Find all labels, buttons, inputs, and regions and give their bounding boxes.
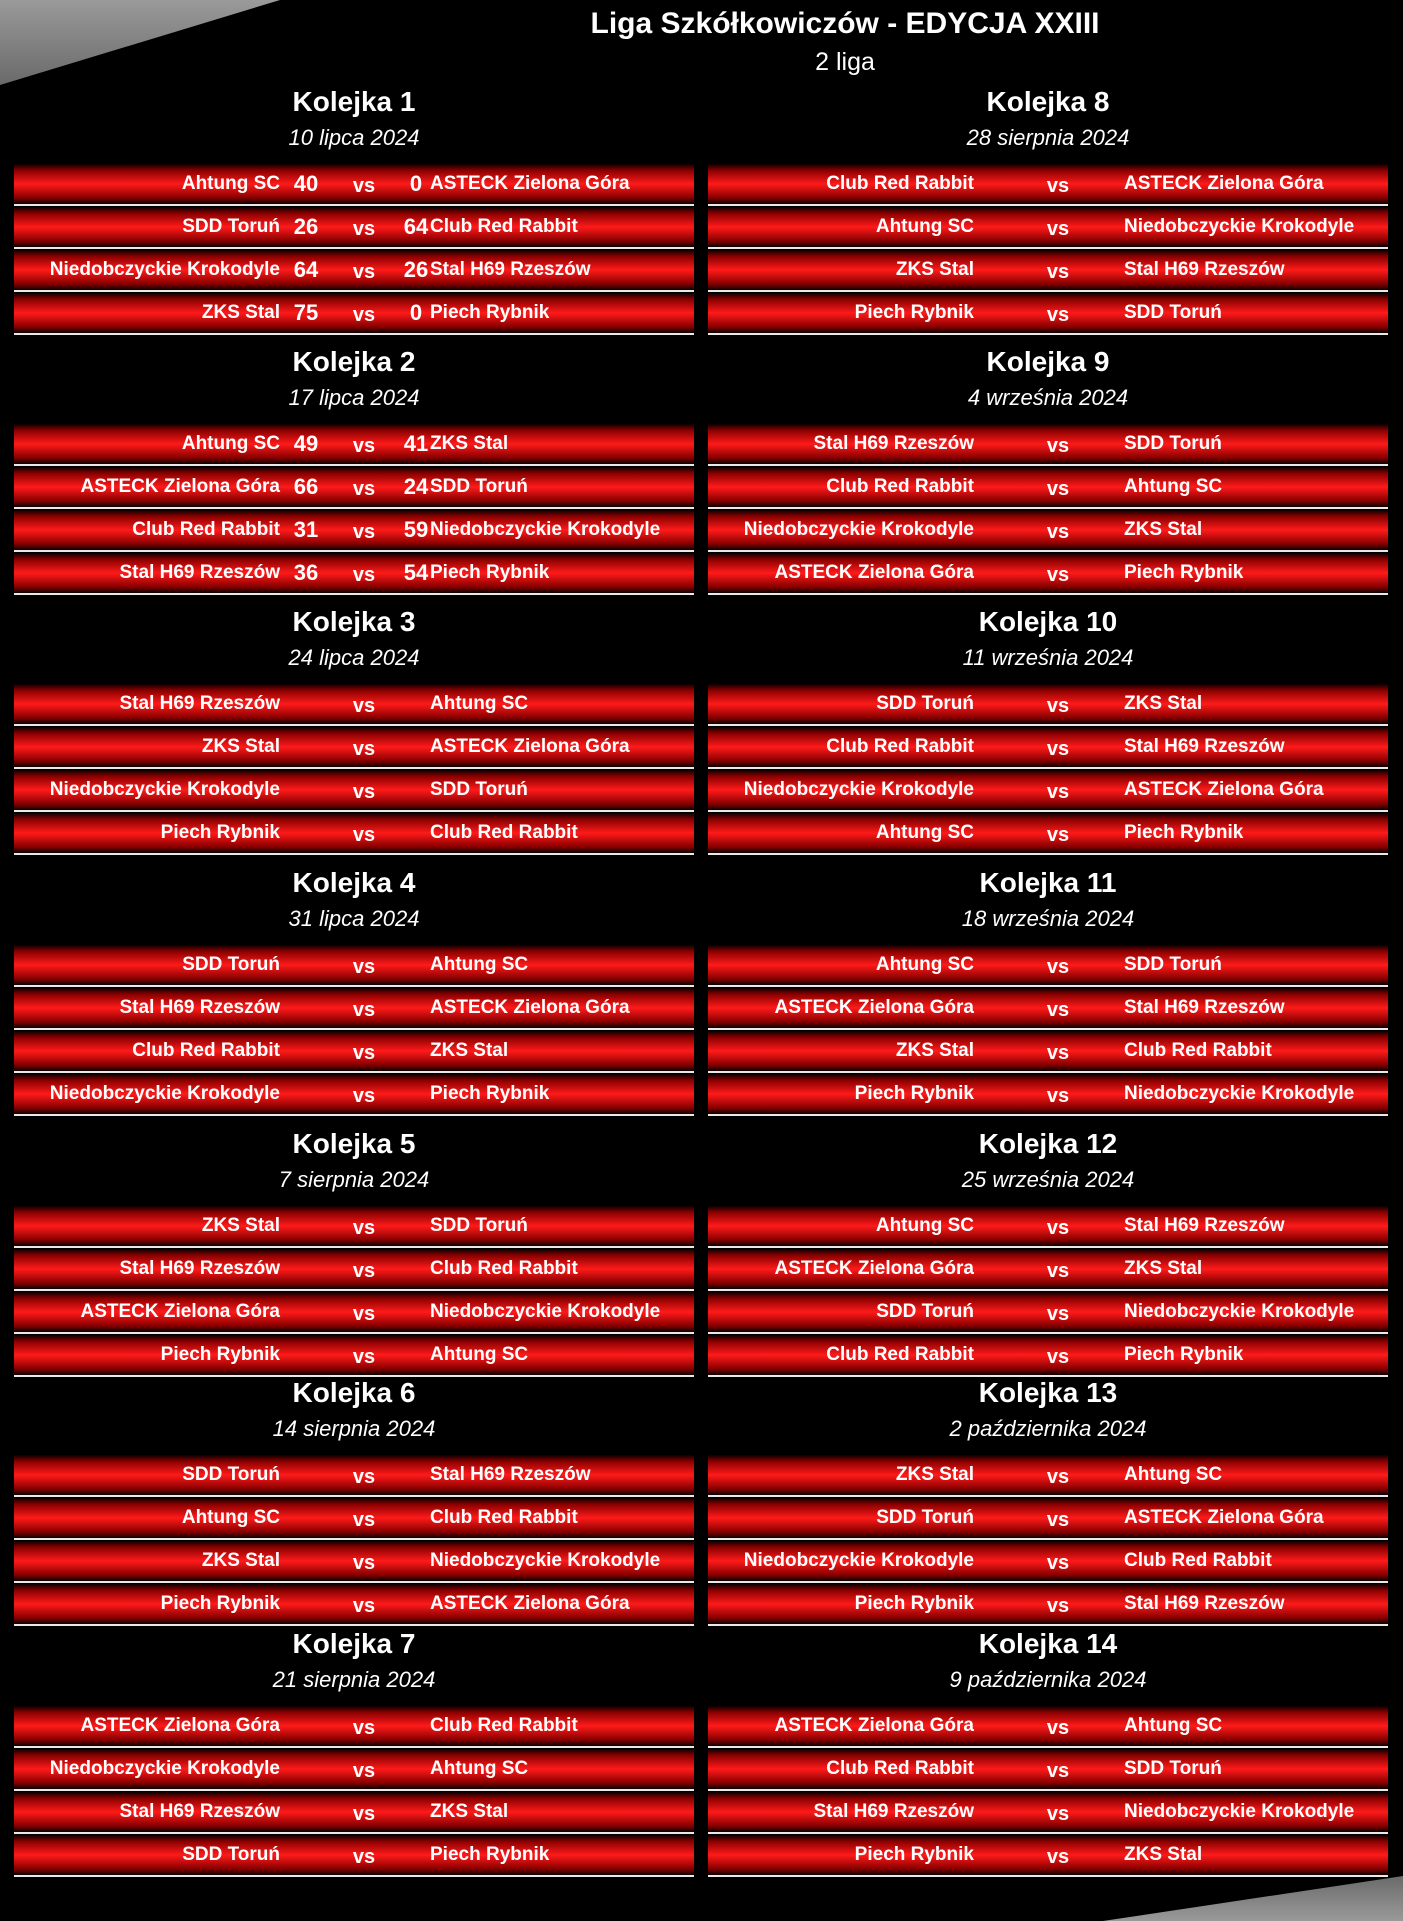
home-team: Piech Rybnik [854, 1083, 974, 1104]
vs-label: vs [352, 999, 376, 1021]
match-row [14, 207, 694, 249]
vs-label: vs [1046, 304, 1070, 326]
match-row [708, 164, 1388, 206]
vs-label: vs [1046, 695, 1070, 717]
vs-label: vs [352, 1760, 376, 1782]
round-title: Kolejka 12 [978, 1128, 1118, 1159]
match-row [14, 1292, 694, 1334]
away-team: Stal H69 Rzeszów [430, 259, 591, 280]
away-team: Ahtung SC [430, 693, 529, 714]
vs-label: vs [1046, 261, 1070, 283]
match-row [14, 553, 694, 595]
match-row [14, 1031, 694, 1073]
round-date: 28 sierpnia 2024 [966, 125, 1130, 150]
away-score: 0 [409, 171, 423, 196]
match-row [708, 945, 1388, 987]
round-title: Kolejka 2 [292, 346, 416, 377]
away-team: ZKS Stal [430, 433, 509, 454]
away-score: 0 [409, 300, 423, 325]
home-team: Piech Rybnik [160, 822, 280, 843]
corner-decoration-bottom-right [1103, 1876, 1403, 1921]
away-team: Niedobczyckie Krokodyle [430, 1550, 661, 1571]
vs-label: vs [352, 1595, 376, 1617]
away-team: ASTECK Zielona Góra [430, 997, 630, 1018]
match-row [708, 1749, 1388, 1791]
match-row [14, 164, 694, 206]
vs-label: vs [1046, 1042, 1070, 1064]
match-row [708, 207, 1388, 249]
match-row [708, 1249, 1388, 1291]
home-team: Piech Rybnik [160, 1344, 280, 1365]
home-team: Ahtung SC [875, 954, 974, 975]
away-team: Ahtung SC [430, 1758, 529, 1779]
home-team: Stal H69 Rzeszów [119, 562, 280, 583]
home-team: Niedobczyckie Krokodyle [743, 1550, 974, 1571]
away-team: Ahtung SC [1124, 1715, 1223, 1736]
home-team: Niedobczyckie Krokodyle [49, 1083, 280, 1104]
home-team: Club Red Rabbit [826, 1344, 974, 1365]
home-score: 36 [293, 560, 319, 585]
vs-label: vs [1046, 781, 1070, 803]
round-title: Kolejka 11 [979, 867, 1117, 898]
vs-label: vs [352, 695, 376, 717]
away-team: ASTECK Zielona Góra [1124, 1507, 1324, 1528]
round-date: 18 września 2024 [961, 906, 1135, 931]
round-title: Kolejka 10 [978, 606, 1118, 637]
match-row [708, 684, 1388, 726]
page-title: Liga Szkółkowiczów - EDYCJA XXIII [590, 7, 1100, 40]
away-team: ASTECK Zielona Góra [1124, 173, 1324, 194]
away-team: Niedobczyckie Krokodyle [1124, 216, 1355, 237]
home-team: Ahtung SC [181, 1507, 280, 1528]
vs-label: vs [352, 1260, 376, 1282]
home-team: SDD Toruń [876, 1301, 974, 1322]
vs-label: vs [1046, 478, 1070, 500]
away-score: 41 [403, 431, 429, 456]
vs-label: vs [352, 304, 376, 326]
match-row [14, 1541, 694, 1583]
vs-label: vs [352, 1346, 376, 1368]
home-team: Club Red Rabbit [132, 1040, 280, 1061]
match-row [14, 770, 694, 812]
match-row [708, 510, 1388, 552]
vs-label: vs [352, 218, 376, 240]
match-row [14, 988, 694, 1030]
vs-label: vs [352, 175, 376, 197]
away-team: Club Red Rabbit [430, 1258, 578, 1279]
away-team: Piech Rybnik [1124, 562, 1244, 583]
vs-label: vs [1046, 1303, 1070, 1325]
vs-label: vs [352, 521, 376, 543]
match-row [708, 1031, 1388, 1073]
match-row [708, 813, 1388, 855]
match-row [708, 1835, 1388, 1877]
match-row [708, 1206, 1388, 1248]
away-team: ZKS Stal [430, 1040, 509, 1061]
away-team: Niedobczyckie Krokodyle [1124, 1301, 1355, 1322]
home-team: Ahtung SC [875, 216, 974, 237]
home-team: ZKS Stal [895, 1464, 974, 1485]
home-team: SDD Toruń [182, 216, 280, 237]
vs-label: vs [352, 1466, 376, 1488]
home-team: Stal H69 Rzeszów [119, 693, 280, 714]
round-date: 4 września 2024 [967, 385, 1129, 410]
vs-label: vs [1046, 175, 1070, 197]
away-team: Ahtung SC [1124, 1464, 1223, 1485]
vs-label: vs [1046, 1217, 1070, 1239]
home-team: ASTECK Zielona Góra [774, 997, 974, 1018]
vs-label: vs [1046, 1260, 1070, 1282]
away-team: Club Red Rabbit [430, 1507, 578, 1528]
match-row [14, 250, 694, 292]
round-date: 24 lipca 2024 [288, 645, 420, 670]
away-team: ASTECK Zielona Góra [430, 1593, 630, 1614]
match-row [14, 1706, 694, 1748]
vs-label: vs [1046, 1717, 1070, 1739]
away-team: Niedobczyckie Krokodyle [430, 519, 661, 540]
away-team: Stal H69 Rzeszów [430, 1464, 591, 1485]
vs-label: vs [1046, 435, 1070, 457]
home-team: ASTECK Zielona Góra [80, 476, 280, 497]
vs-label: vs [1046, 999, 1070, 1021]
home-team: Club Red Rabbit [826, 1758, 974, 1779]
round-title: Kolejka 3 [292, 606, 416, 637]
match-row [14, 1498, 694, 1540]
match-row [14, 1584, 694, 1626]
vs-label: vs [1046, 1552, 1070, 1574]
vs-label: vs [352, 564, 376, 586]
home-team: Niedobczyckie Krokodyle [743, 519, 974, 540]
match-row [708, 1706, 1388, 1748]
match-row [14, 727, 694, 769]
away-team: Piech Rybnik [430, 1844, 550, 1865]
vs-label: vs [1046, 824, 1070, 846]
vs-label: vs [352, 435, 376, 457]
vs-label: vs [1046, 956, 1070, 978]
away-score: 26 [403, 257, 429, 282]
vs-label: vs [1046, 521, 1070, 543]
home-score: 40 [293, 171, 319, 196]
home-team: ZKS Stal [201, 1215, 280, 1236]
away-team: Stal H69 Rzeszów [1124, 1215, 1285, 1236]
away-score: 54 [403, 560, 429, 585]
home-team: Piech Rybnik [160, 1593, 280, 1614]
away-team: Ahtung SC [430, 954, 529, 975]
away-team: ZKS Stal [1124, 519, 1203, 540]
round-date: 2 października 2024 [949, 1416, 1147, 1441]
home-team: ZKS Stal [895, 259, 974, 280]
away-team: ASTECK Zielona Góra [1124, 779, 1324, 800]
home-team: Club Red Rabbit [826, 736, 974, 757]
home-team: Piech Rybnik [854, 1844, 974, 1865]
vs-label: vs [352, 1717, 376, 1739]
match-row [14, 510, 694, 552]
home-score: 31 [293, 517, 319, 542]
home-score: 26 [293, 214, 319, 239]
match-row [708, 293, 1388, 335]
page-subtitle: 2 liga [815, 48, 875, 76]
home-score: 66 [293, 474, 319, 499]
match-row [708, 1074, 1388, 1116]
home-team: SDD Toruń [876, 693, 974, 714]
home-team: Stal H69 Rzeszów [119, 1258, 280, 1279]
match-row [14, 1749, 694, 1791]
home-team: ASTECK Zielona Góra [80, 1301, 280, 1322]
match-row [14, 424, 694, 466]
away-score: 64 [403, 214, 429, 239]
round-date: 14 sierpnia 2024 [272, 1416, 436, 1441]
match-row [14, 1455, 694, 1497]
away-team: ZKS Stal [430, 1801, 509, 1822]
vs-label: vs [352, 1803, 376, 1825]
vs-label: vs [352, 1042, 376, 1064]
home-team: Club Red Rabbit [826, 476, 974, 497]
away-team: SDD Toruń [1124, 433, 1222, 454]
home-score: 49 [293, 431, 319, 456]
vs-label: vs [352, 1846, 376, 1868]
vs-label: vs [352, 738, 376, 760]
away-team: ZKS Stal [1124, 1258, 1203, 1279]
round-date: 25 września 2024 [961, 1167, 1135, 1192]
vs-label: vs [1046, 1346, 1070, 1368]
round-title: Kolejka 6 [292, 1377, 416, 1408]
away-team: Ahtung SC [430, 1344, 529, 1365]
round-date: 21 sierpnia 2024 [272, 1667, 436, 1692]
home-team: SDD Toruń [182, 954, 280, 975]
match-row [14, 1835, 694, 1877]
home-team: ASTECK Zielona Góra [774, 1715, 974, 1736]
vs-label: vs [1046, 1466, 1070, 1488]
vs-label: vs [352, 1217, 376, 1239]
home-team: Niedobczyckie Krokodyle [49, 1758, 280, 1779]
home-team: ZKS Stal [895, 1040, 974, 1061]
home-team: ASTECK Zielona Góra [80, 1715, 280, 1736]
match-row [708, 1792, 1388, 1834]
round-title: Kolejka 4 [292, 867, 416, 898]
vs-label: vs [352, 1509, 376, 1531]
home-team: ASTECK Zielona Góra [774, 562, 974, 583]
match-row [708, 1292, 1388, 1334]
home-team: Club Red Rabbit [132, 519, 280, 540]
away-team: SDD Toruń [1124, 302, 1222, 323]
home-score: 75 [293, 300, 319, 325]
away-team: Club Red Rabbit [430, 822, 578, 843]
round-title: Kolejka 5 [292, 1128, 416, 1159]
vs-label: vs [1046, 218, 1070, 240]
round-date: 17 lipca 2024 [288, 385, 420, 410]
away-team: ZKS Stal [1124, 693, 1203, 714]
round-date: 11 września 2024 [962, 645, 1134, 670]
home-team: SDD Toruń [182, 1464, 280, 1485]
home-team: ZKS Stal [201, 302, 280, 323]
vs-label: vs [352, 478, 376, 500]
away-team: Stal H69 Rzeszów [1124, 736, 1285, 757]
home-team: Ahtung SC [181, 173, 280, 194]
round-title: Kolejka 1 [292, 86, 416, 117]
round-title: Kolejka 13 [978, 1377, 1118, 1408]
away-score: 24 [403, 474, 429, 499]
away-team: Niedobczyckie Krokodyle [1124, 1083, 1355, 1104]
home-team: Stal H69 Rzeszów [813, 433, 974, 454]
vs-label: vs [352, 1552, 376, 1574]
match-row [14, 1335, 694, 1377]
vs-label: vs [352, 781, 376, 803]
away-team: SDD Toruń [430, 476, 528, 497]
match-row [14, 467, 694, 509]
away-team: Piech Rybnik [1124, 1344, 1244, 1365]
vs-label: vs [1046, 564, 1070, 586]
vs-label: vs [1046, 738, 1070, 760]
match-row [14, 1249, 694, 1291]
home-team: Ahtung SC [875, 822, 974, 843]
home-team: ZKS Stal [201, 1550, 280, 1571]
away-team: Piech Rybnik [430, 1083, 550, 1104]
match-row [708, 467, 1388, 509]
away-team: ZKS Stal [1124, 1844, 1203, 1865]
away-team: Ahtung SC [1124, 476, 1223, 497]
match-row [14, 1206, 694, 1248]
away-team: Club Red Rabbit [430, 216, 578, 237]
home-team: Stal H69 Rzeszów [813, 1801, 974, 1822]
home-team: Niedobczyckie Krokodyle [49, 259, 280, 280]
vs-label: vs [352, 261, 376, 283]
round-date: 7 sierpnia 2024 [278, 1167, 430, 1192]
match-row [708, 727, 1388, 769]
home-team: Piech Rybnik [854, 1593, 974, 1614]
away-team: ASTECK Zielona Góra [430, 736, 630, 757]
round-date: 10 lipca 2024 [288, 125, 420, 150]
vs-label: vs [1046, 1846, 1070, 1868]
match-row [14, 813, 694, 855]
home-team: Piech Rybnik [854, 302, 974, 323]
vs-label: vs [1046, 1760, 1070, 1782]
away-team: Niedobczyckie Krokodyle [1124, 1801, 1355, 1822]
home-team: SDD Toruń [182, 1844, 280, 1865]
away-team: Niedobczyckie Krokodyle [430, 1301, 661, 1322]
home-team: Stal H69 Rzeszów [119, 997, 280, 1018]
home-team: Ahtung SC [181, 433, 280, 454]
page-header [0, 0, 1403, 85]
home-team: SDD Toruń [876, 1507, 974, 1528]
match-row [14, 1792, 694, 1834]
match-row [708, 1335, 1388, 1377]
round-date: 9 października 2024 [949, 1667, 1147, 1692]
away-team: Piech Rybnik [430, 302, 550, 323]
home-team: ASTECK Zielona Góra [774, 1258, 974, 1279]
home-score: 64 [293, 257, 319, 282]
vs-label: vs [352, 956, 376, 978]
away-team: Piech Rybnik [430, 562, 550, 583]
away-team: Club Red Rabbit [1124, 1040, 1272, 1061]
home-team: Niedobczyckie Krokodyle [743, 779, 974, 800]
match-row [708, 250, 1388, 292]
match-row [708, 1584, 1388, 1626]
away-team: Club Red Rabbit [430, 1715, 578, 1736]
away-team: SDD Toruń [430, 1215, 528, 1236]
away-team: SDD Toruń [430, 779, 528, 800]
away-team: Stal H69 Rzeszów [1124, 997, 1285, 1018]
vs-label: vs [1046, 1595, 1070, 1617]
match-row [708, 1498, 1388, 1540]
home-team: ZKS Stal [201, 736, 280, 757]
match-row [14, 293, 694, 335]
home-team: Niedobczyckie Krokodyle [49, 779, 280, 800]
round-title: Kolejka 9 [986, 346, 1110, 377]
home-team: Club Red Rabbit [826, 173, 974, 194]
away-team: Club Red Rabbit [1124, 1550, 1272, 1571]
away-team: SDD Toruń [1124, 1758, 1222, 1779]
round-title: Kolejka 8 [986, 86, 1110, 117]
away-team: Piech Rybnik [1124, 822, 1244, 843]
home-team: Stal H69 Rzeszów [119, 1801, 280, 1822]
match-row [708, 553, 1388, 595]
vs-label: vs [352, 1085, 376, 1107]
round-title: Kolejka 7 [292, 1628, 416, 1659]
match-row [708, 1455, 1388, 1497]
vs-label: vs [1046, 1085, 1070, 1107]
home-team: Ahtung SC [875, 1215, 974, 1236]
match-row [708, 988, 1388, 1030]
match-row [14, 1074, 694, 1116]
vs-label: vs [352, 1303, 376, 1325]
match-row [14, 684, 694, 726]
away-team: Stal H69 Rzeszów [1124, 259, 1285, 280]
vs-label: vs [1046, 1803, 1070, 1825]
round-date: 31 lipca 2024 [288, 906, 420, 931]
away-team: ASTECK Zielona Góra [430, 173, 630, 194]
away-team: SDD Toruń [1124, 954, 1222, 975]
match-row [708, 1541, 1388, 1583]
away-team: Stal H69 Rzeszów [1124, 1593, 1285, 1614]
match-row [14, 945, 694, 987]
match-row [708, 770, 1388, 812]
vs-label: vs [352, 824, 376, 846]
match-row [708, 424, 1388, 466]
away-score: 59 [403, 517, 429, 542]
vs-label: vs [1046, 1509, 1070, 1531]
round-title: Kolejka 14 [978, 1628, 1118, 1659]
